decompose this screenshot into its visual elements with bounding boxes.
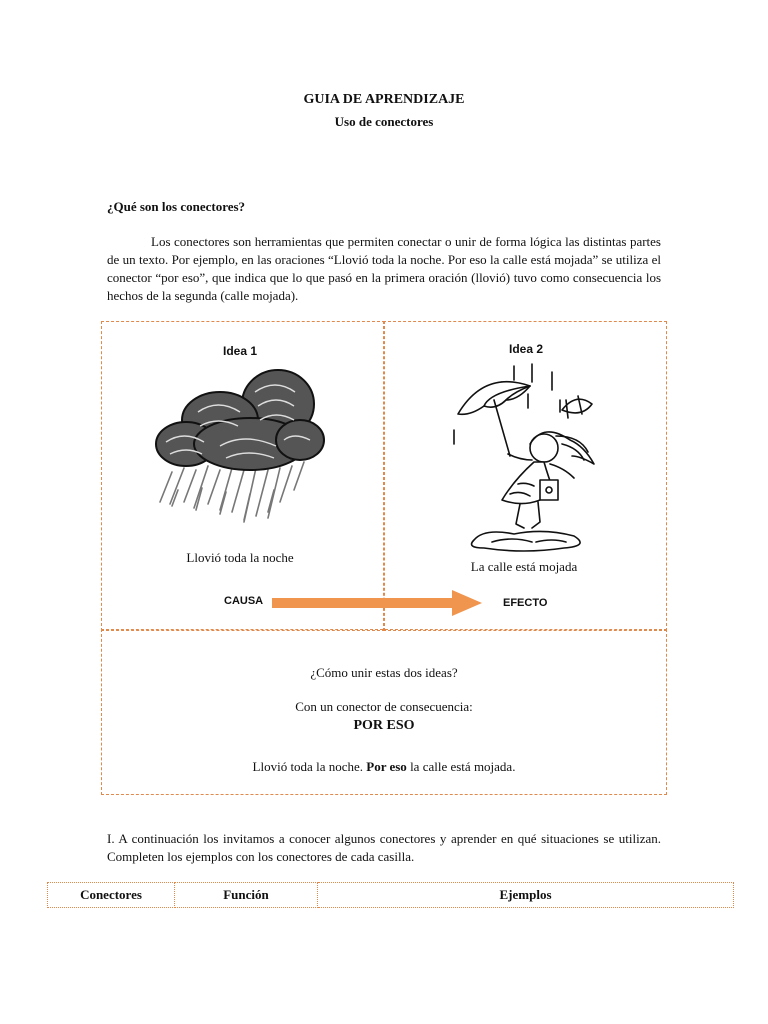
idea2-label: Idea 2	[508, 342, 544, 356]
intro-paragraph-text: Los conectores son herramientas que permiten conectar o unir de forma lógica las distintas partes de un texto. Por ejemplo, en las oraciones “Llovió toda la noche. Por eso la calle está mojada” se utiliza el conector “por eso”, que indica que lo que pasó en la primera oración (llovió) tuvo como consecuencia los hechos de la segunda (calle mojada).	[107, 234, 661, 303]
header-funcion: Función	[175, 883, 318, 908]
effect-label: EFECTO	[503, 597, 548, 609]
header-conectores: Conectores	[48, 883, 175, 908]
intro-paragraph	[107, 233, 661, 305]
instructions-paragraph: I. A continuación los invitamos a conocer algunos conectores y aprender en qué situaciones se utilizan. Completen los ejemplos con los conectores de cada casilla.	[107, 831, 661, 864]
header-ejemplos: Ejemplos	[318, 883, 734, 908]
rain-cloud-illustration	[150, 362, 330, 532]
page-subtitle: Uso de conectores	[334, 114, 434, 129]
example-connector: Por eso	[366, 759, 407, 774]
connector-example	[101, 759, 667, 775]
cause-effect-arrow	[272, 590, 484, 616]
connector-question: ¿Cómo unir estas dos ideas?	[310, 665, 458, 680]
connectors-table	[47, 882, 734, 908]
example-before: Llovió toda la noche.	[252, 759, 363, 774]
section-question: ¿Qué son los conectores?	[107, 199, 246, 214]
connector-intro: Con un conector de consecuencia:	[295, 699, 473, 714]
connector-word: POR ESO	[353, 718, 415, 733]
idea2-caption: La calle está mojada	[470, 559, 578, 574]
idea1-label: Idea 1	[222, 344, 258, 358]
example-after: la calle está mojada.	[410, 759, 516, 774]
girl-with-umbrella-illustration	[444, 360, 604, 555]
idea1-caption: Llovió toda la noche	[186, 550, 294, 565]
page-title: GUIA DE APRENDIZAJE	[303, 92, 465, 107]
cause-label: CAUSA	[224, 595, 264, 607]
